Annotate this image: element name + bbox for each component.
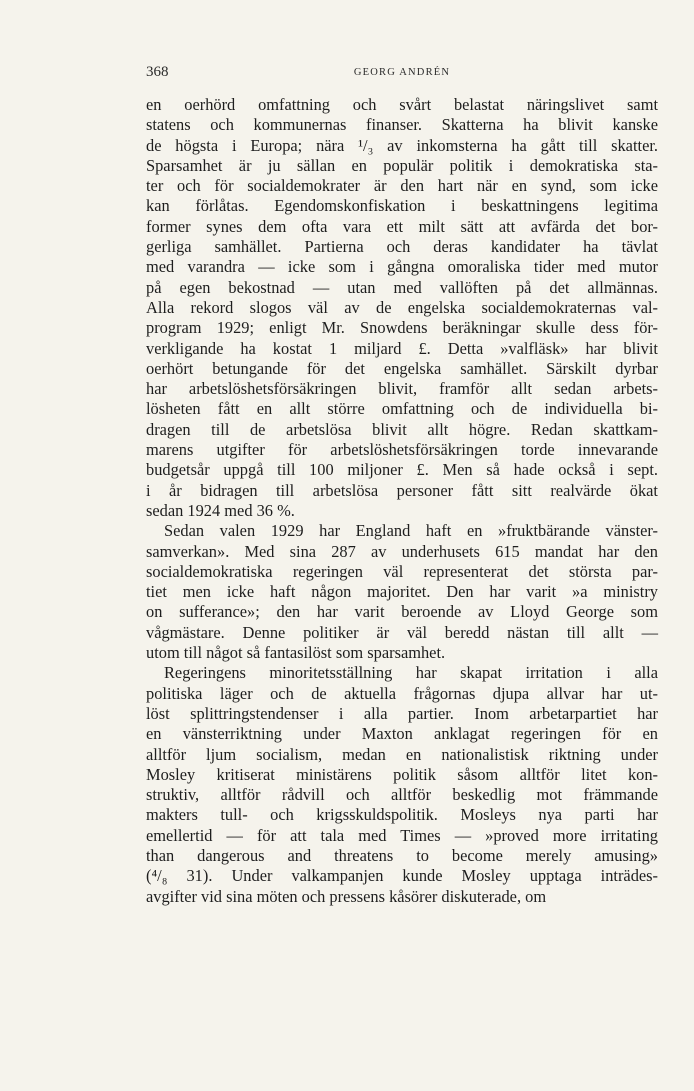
text-line: emellertid — för att tala med Times — »proved more irritating bbox=[146, 825, 658, 845]
body-text bbox=[146, 95, 658, 907]
text-line: Alla rekord slogos väl av de engelska socialdemokraternas val- bbox=[146, 297, 658, 317]
text-line: avgifter vid sina möten och pressens kåsörer diskuterade, om bbox=[146, 886, 547, 906]
page-number: 368 bbox=[146, 64, 169, 80]
text-line: oerhört betungande för det engelska samhället. Särskilt dyrbar bbox=[146, 358, 658, 378]
text-line: than dangerous and threatens to become merely amusing» bbox=[146, 845, 658, 865]
text-line: ter och för socialdemokrater är den hart när en synd, som icke bbox=[146, 176, 658, 196]
text-line: alltför ljum socialism, medan en nationalistisk riktning under bbox=[146, 744, 658, 764]
text-line: socialdemokratiska regeringen väl representerat det största par- bbox=[146, 561, 658, 581]
text-line: Regeringens minoritetsställning har skapat irritation i alla bbox=[164, 663, 658, 683]
paragraph bbox=[146, 663, 658, 907]
text-line: budgetsår uppgå till 100 miljoner £. Men så hade också i sept. bbox=[146, 460, 658, 480]
text-line: Mosley kritiserat ministärens politik såsom alltför litet kon- bbox=[146, 764, 658, 784]
text-line: former synes dem ofta vara ett milt sätt att avfärda det bor- bbox=[146, 216, 658, 236]
text-line: (⁴/₈ 31). Under valkampanjen kunde Mosley upptaga inträdes- bbox=[146, 866, 658, 886]
text-line: Sedan valen 1929 har England haft en »fruktbärande vänster- bbox=[164, 521, 658, 541]
text-line: på egen bekostnad — utan med vallöften på det allmännas. bbox=[146, 277, 658, 297]
text-line: en oerhörd omfattning och svårt belastat näringslivet samt bbox=[146, 95, 658, 114]
text-line: löst splittringstendenser i alla partier. Inom arbetarpartiet har bbox=[146, 703, 658, 723]
paragraph bbox=[146, 95, 658, 521]
text-line: marens utgifter för arbetslöshetsförsäkringen torde innevarande bbox=[146, 440, 658, 460]
text-line: med varandra — icke som i gångna omoraliska tider med mutor bbox=[146, 257, 658, 277]
text-line: samverkan». Med sina 287 av underhusets 615 mandat har den bbox=[146, 541, 658, 561]
text-line: gerliga samhället. Partierna och deras kandidater ha tävlat bbox=[146, 237, 658, 257]
text-line: kan förlåtas. Egendomskonfiskation i beskattningens legitima bbox=[146, 196, 658, 216]
text-line: verkligande ha kostat 1 miljard £. Detta »valfläsk» har blivit bbox=[146, 338, 658, 358]
text-line: har arbetslöshetsförsäkringen blivit, framför allt sedan arbets- bbox=[146, 379, 658, 399]
text-line: dragen till de arbetslösa blivit allt högre. Redan skattkam- bbox=[146, 419, 658, 439]
text-line: utom till något så fantasilöst som sparsamhet. bbox=[146, 643, 446, 663]
page-header bbox=[146, 64, 658, 84]
text-line: makters tull- och krigsskuldspolitik. Mosleys nya parti har bbox=[146, 805, 658, 825]
text-line: de högsta i Europa; nära ¹/₃ av inkomsterna ha gått till skatter. bbox=[146, 135, 658, 155]
paragraph bbox=[146, 521, 658, 663]
text-line: struktiv, alltför rådvill och alltför beskedlig mot främmande bbox=[146, 785, 658, 805]
text-line: tiet men icke haft någon majoritet. Den har varit »a ministry bbox=[146, 582, 658, 602]
text-line: vågmästare. Denne politiker är väl beredd nästan till allt — bbox=[146, 622, 658, 642]
text-line: sedan 1924 med 36 %. bbox=[146, 500, 295, 520]
text-line: Sparsamhet är ju sällan en populär politik i demokratiska sta- bbox=[146, 155, 658, 175]
running-head: GEORG ANDRÉN bbox=[353, 67, 451, 78]
text-line: program 1929; enligt Mr. Snowdens beräkningar skulle dess för- bbox=[146, 318, 658, 338]
text-line: i år bidragen till arbetslösa personer fått sitt realvärde ökat bbox=[146, 480, 658, 500]
text-line: lösheten fått en allt större omfattning och de individuella bi- bbox=[146, 399, 658, 419]
text-line: en vänsterriktning under Maxton anklagat regeringen för en bbox=[146, 724, 658, 744]
text-line: on sufferance»; den har varit beroende av Lloyd George som bbox=[146, 602, 658, 622]
text-line: politiska läger och de aktuella frågornas djupa allvar har ut- bbox=[146, 683, 658, 703]
text-line: statens och kommunernas finanser. Skatterna ha blivit kanske bbox=[146, 115, 658, 135]
